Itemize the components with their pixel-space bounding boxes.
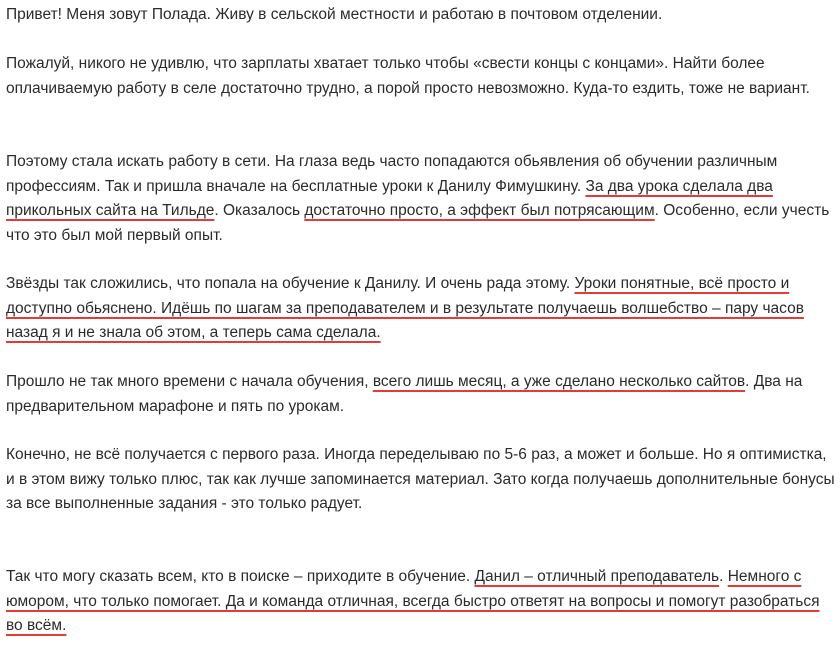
paragraph-text: Привет! Меня зовут Полада. Живу в сельской местности и работаю в почтовом отделении. <box>6 6 663 23</box>
paragraph-text: . <box>719 568 728 585</box>
highlighted-phrase: достаточно просто, а эффект был потрясающим <box>304 202 655 219</box>
paragraph-text: Так что могу сказать всем, кто в поиске – приходите в обучение. <box>6 568 475 585</box>
review-paragraph-2 <box>6 52 836 101</box>
review-paragraph-3 <box>6 150 836 248</box>
highlighted-phrase: Данил – отличный преподаватель <box>474 568 720 585</box>
review-paragraph-6 <box>6 443 836 517</box>
highlighted-phrase: За два урока сделала два прикольных сайта на Тильде <box>6 177 773 219</box>
paragraph-text: Пожалуй, никого не удивлю, что зарплаты хватает только чтобы «свести концы с концами». Найти более оплачиваемую работу в селе достаточно трудно, а порой просто невозможно. Куда-то ездить, тоже не вариант. <box>6 55 810 97</box>
highlighted-phrase: Немного с юмором, что только помогает. Да и команда отличная, всегда быстро ответят на вопросы и помогут разобраться во всём. <box>6 568 820 634</box>
review-paragraph-1 <box>6 3 836 28</box>
paragraph-text: . Особенно, если учесть что это был мой первый опыт. <box>6 202 830 244</box>
highlighted-phrase: Уроки понятные, всё просто и доступно обьяснено. Идёшь по шагам за преподавателем и в результате получаешь волшебство – пару часов назад я и не знала об этом, а теперь сама сделала. <box>6 275 804 341</box>
paragraph-text: Поэтому стала искать работу в сети. На глаза ведь часто попадаются обьявления об обучении различным профессиям. Так и пришла вначале на бесплатные уроки к Данилу Фимушкину. <box>6 153 778 195</box>
highlighted-phrase: всего лишь месяц, а уже сделано несколько сайтов <box>372 373 746 390</box>
review-paragraph-5 <box>6 370 836 419</box>
paragraph-text: . Два на предварительном марафоне и пять по урокам. <box>6 373 803 415</box>
review-paragraph-4 <box>6 272 836 346</box>
paragraph-text: Звёзды так сложились, что попала на обучение к Данилу. И очень рада этому. <box>6 275 575 292</box>
paragraph-text: Прошло не так много времени с начала обучения, <box>6 373 373 390</box>
review-paragraph-7 <box>6 565 836 639</box>
paragraph-text: Конечно, не всё получается с первого раза. Иногда переделываю по 5-6 раз, а может и больше. Но я оптимистка, и в этом вижу только плюс, так как лучше запоминается материал. Зато когда получаешь дополнительные бонусы за все выполненные задания - это только радует. <box>6 446 835 512</box>
paragraph-text: . Оказалось <box>214 202 305 219</box>
